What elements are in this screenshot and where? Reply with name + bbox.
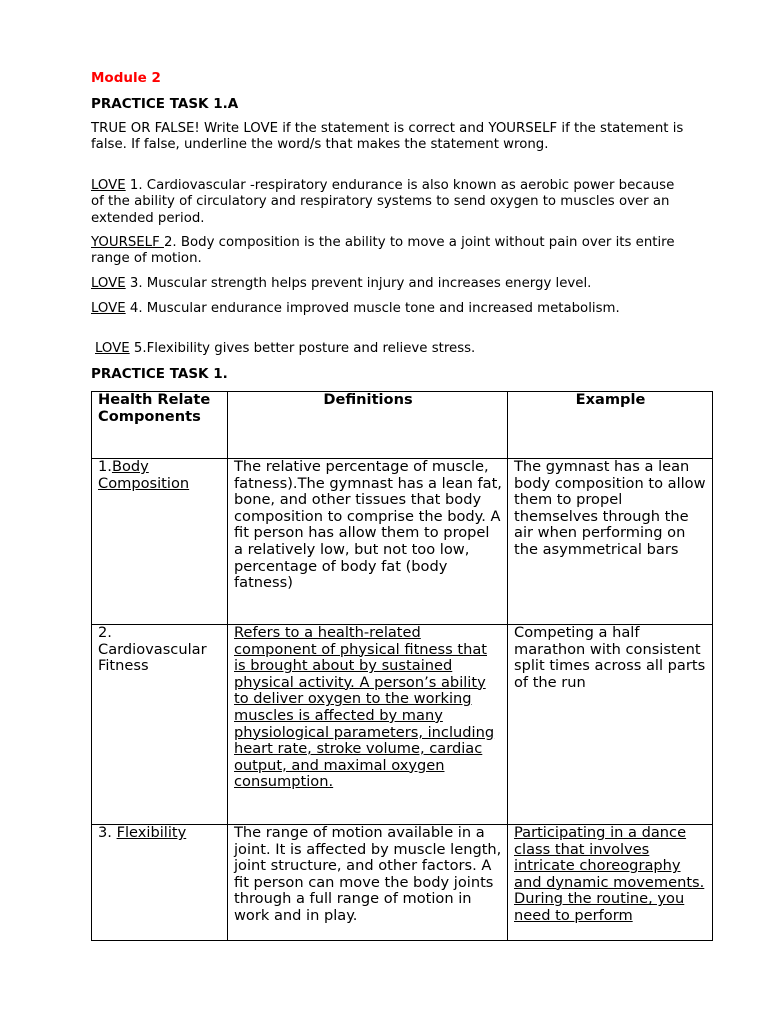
component-cell xyxy=(92,459,228,625)
item-3 xyxy=(91,276,691,292)
header-definitions: Definitions xyxy=(228,392,508,459)
item-1-answer: LOVE xyxy=(91,178,126,193)
row-number: 3. xyxy=(98,824,117,841)
item-1-text: 1. Cardiovascular -respiratory endurance is also known as aerobic power because of the ability of circulatory and respiratory systems to send oxygen to muscles over an extended period. xyxy=(91,178,675,226)
header-components: Health Relate Components xyxy=(92,392,228,459)
item-2-answer: YOURSELF xyxy=(91,235,164,250)
task-1a-instructions: TRUE OR FALSE! Write LOVE if the statement is correct and YOURSELF if the statement is false. If false, underline the word/s that makes the statement wrong. xyxy=(91,121,684,153)
item-5-text: 5.Flexibility gives better posture and relieve stress. xyxy=(129,341,476,356)
example-cell: The gymnast has a lean body composition to allow them to propel themselves through the air when performing on the asymmetrical bars xyxy=(508,459,713,625)
header-example: Example xyxy=(508,392,713,459)
task-1a-heading: PRACTICE TASK 1.A xyxy=(91,96,239,112)
component-name: Flexibility xyxy=(116,824,187,841)
component-name: Cardiovascular Fitness xyxy=(98,640,207,675)
components-table xyxy=(91,391,713,941)
item-3-answer: LOVE xyxy=(91,276,126,291)
row-number: 2. xyxy=(98,624,112,641)
item-5 xyxy=(95,341,695,357)
example-cell: Competing a half marathon with consistent split times across all parts of the run xyxy=(508,625,713,825)
item-5-answer: LOVE xyxy=(95,341,130,356)
component-name: Body Composition xyxy=(98,458,190,492)
table-row xyxy=(92,825,713,941)
example-cell: Participating in a dance class that involves intricate choreography and dynamic movements. During the routine, you need to perform xyxy=(508,825,713,941)
task-1-heading: PRACTICE TASK 1. xyxy=(91,366,228,382)
component-cell xyxy=(92,625,228,825)
definition-cell: The relative percentage of muscle, fatness).The gymnast has a lean fat, bone, and other tissues that body composition to comprise the body. A fit person has allow them to propel a relatively low, but not too low, percentage of body fat (body fatness) xyxy=(228,459,508,625)
item-4-text: 4. Muscular endurance improved muscle tone and increased metabolism. xyxy=(125,301,620,316)
module-title: Module 2 xyxy=(91,70,161,86)
item-4 xyxy=(91,301,691,317)
table-row xyxy=(92,625,713,825)
row-number: 1. xyxy=(98,458,112,475)
table-header-row xyxy=(92,392,713,459)
item-4-answer: LOVE xyxy=(91,301,126,316)
table-row xyxy=(92,459,713,625)
item-2 xyxy=(91,235,691,268)
item-3-text: 3. Muscular strength helps prevent injury and increases energy level. xyxy=(125,276,592,291)
item-2-text: 2. Body composition is the ability to move a joint without pain over its entire range of motion. xyxy=(91,235,675,267)
definition-cell: The range of motion available in a joint. It is affected by muscle length, joint structure, and other factors. A fit person can move the body joints through a full range of motion in work and in play. xyxy=(228,825,508,941)
item-1 xyxy=(91,178,691,227)
component-cell xyxy=(92,825,228,941)
definition-cell: Refers to a health-related component of physical fitness that is brought about by sustained physical activity. A person’s ability to deliver oxygen to the working muscles is affected by many physiological parameters, including heart rate, stroke volume, cardiac output, and maximal oxygen consumption. xyxy=(228,625,508,825)
